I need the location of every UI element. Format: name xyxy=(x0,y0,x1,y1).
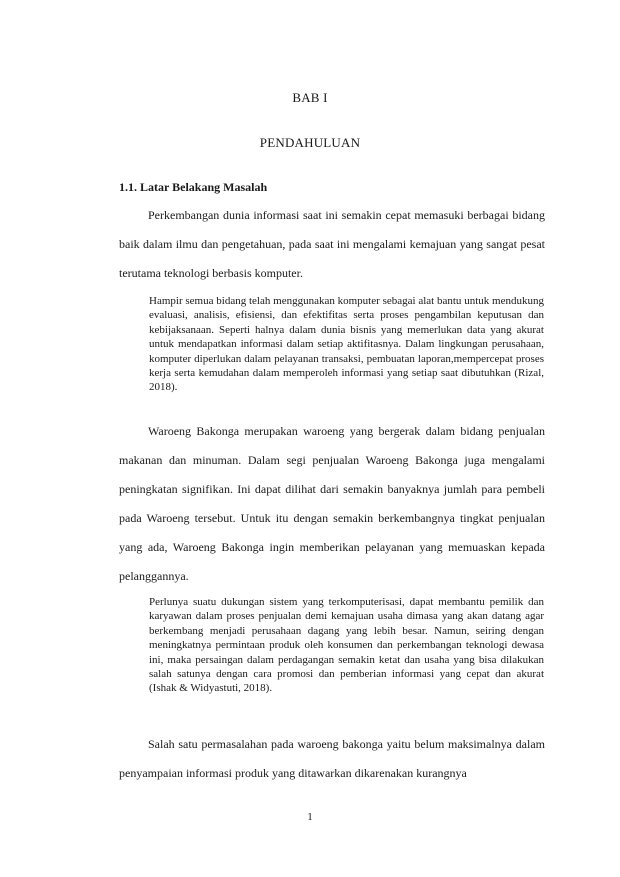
section-heading: 1.1. Latar Belakang Masalah xyxy=(119,180,268,194)
chapter-number: BAB I xyxy=(292,90,328,105)
page-number: 1 xyxy=(307,811,313,823)
block-quote-1: Hampir semua bidang telah menggunakan komputer sebagai alat bantu untuk mendukung evaluasi, analisis, efisiensi, dan efektifitas serta proses pengambilan keputusan dan kebijaksanaan. Seperti halnya dalam dunia bisnis yang memerlukan data yang akurat untuk mendapatkan informasi dalam setiap aktifitasnya. Dalam lingkungan perusahaan, komputer diperlukan dalam pelayanan transaksi, pembuatan laporan,mempercepat proses kerja serta kemudahan dalam memperoleh informasi yang setiap saat dibutuhkan (Rizal, 2018). xyxy=(149,295,544,394)
chapter-title: PENDAHULUAN xyxy=(259,135,361,150)
block-quote-2: Perlunya suatu dukungan sistem yang terkomputerisasi, dapat membantu pemilik dan karyawan dalam proses penjualan demi kemajuan usaha dimasa yang akan datang agar berkembang menjadi perusahaan dagang yang lebih besar. Namun, seiring dengan meningkatnya permintaan produk oleh konsumen dan perkembangan teknologi dewasa ini, maka persaingan dalam perdagangan semakin ketat dan usaha yang bisa dilakukan salah satunya dengan cara promosi dan pemberian informasi yang cepat dan akurat (Ishak & Widyastuti, 2018). xyxy=(149,596,544,695)
body-paragraph-3: Salah satu permasalahan pada waroeng bakonga yaitu belum maksimalnya dalam penyampaian informasi produk yang ditawarkan dikarenakan kurangnya xyxy=(119,737,545,780)
body-paragraph-1: Perkembangan dunia informasi saat ini semakin cepat memasuki berbagai bidang baik dalam ilmu dan pengetahuan, pada saat ini mengalami kemajuan yang sangat pesat terutama teknologi berbasis komputer. xyxy=(119,208,545,280)
body-paragraph-2: Waroeng Bakonga merupakan waroeng yang bergerak dalam bidang penjualan makanan dan minuman. Dalam segi penjualan Waroeng Bakonga juga mengalami peningkatan signifikan. Ini dapat dilihat dari semakin banyaknya jumlah para pembeli pada Waroeng tersebut. Untuk itu dengan semakin berkembangnya tingkat penjualan yang ada, Waroeng Bakonga ingin memberikan pelayanan yang memuaskan kepada pelanggannya. xyxy=(119,424,545,583)
